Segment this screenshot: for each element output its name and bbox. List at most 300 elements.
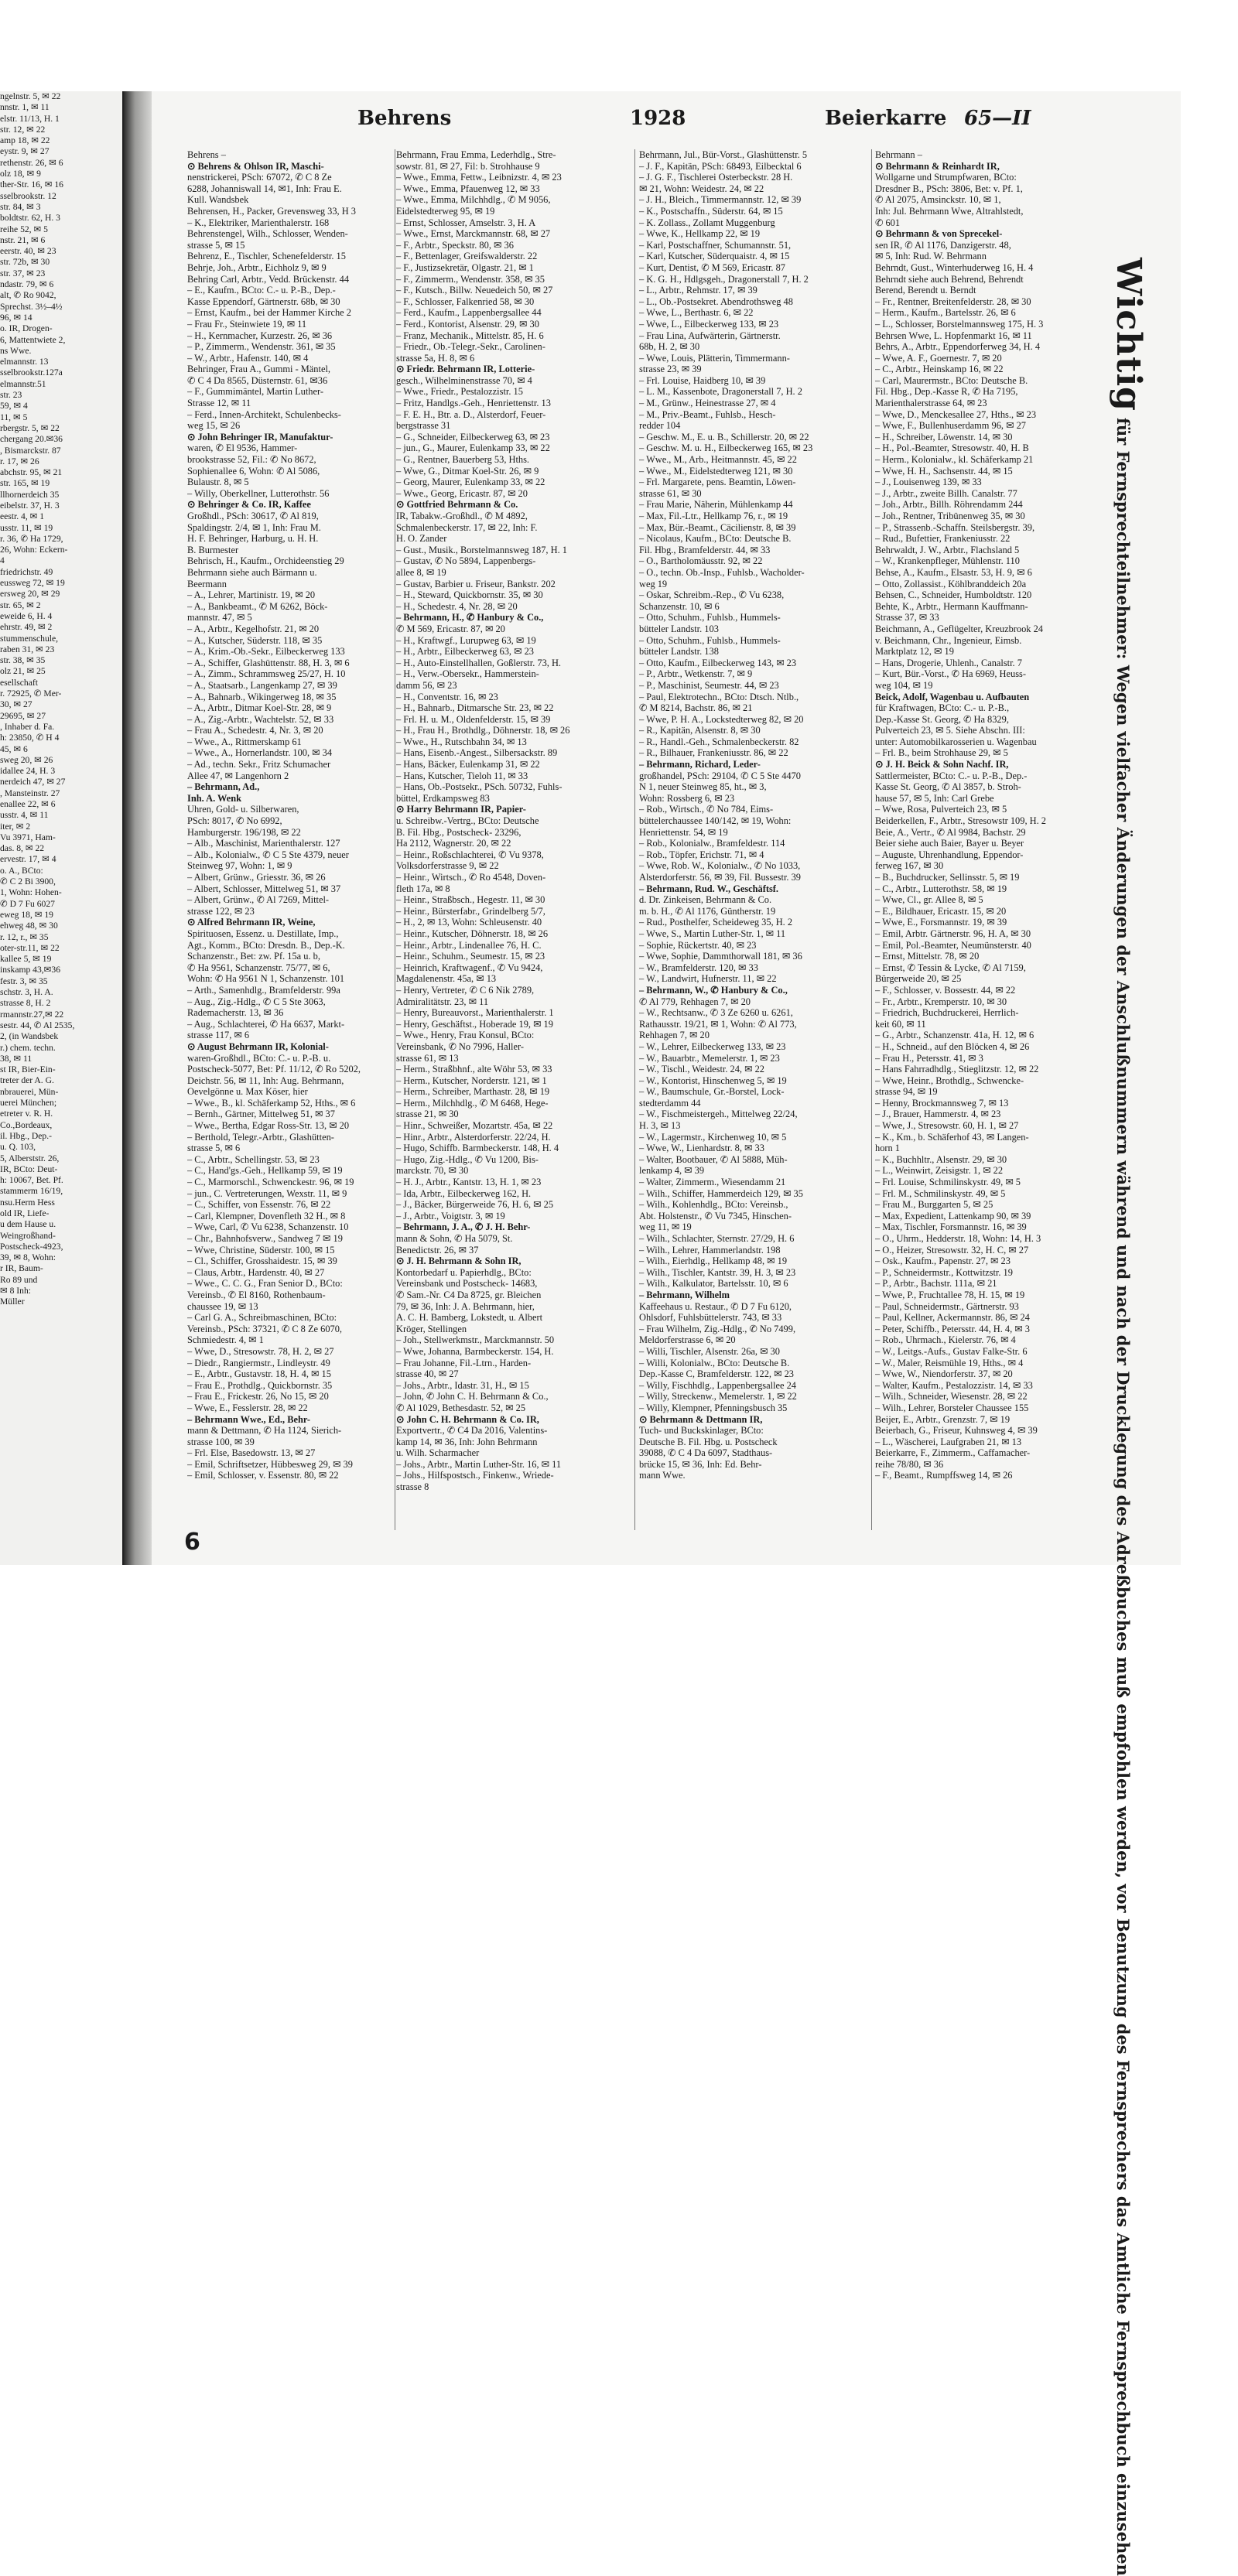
directory-entry-line: ⊙ Behrmann & Reinhardt IR,	[875, 160, 1000, 172]
directory-entry-line: – Heinr., Bürsterfabr., Grindelberg 5/7,	[396, 905, 545, 917]
previous-page-line: friedrichstr. 49	[0, 566, 53, 577]
directory-entry-line: – Wilh., Schiffer, Hammerdeich 129, ✉ 35	[639, 1187, 803, 1199]
directory-entry-line: Kontorbedarf u. Papierhdlg., BCto:	[396, 1266, 532, 1278]
directory-entry-line: – K. G. H., Hdlgsgeh., Dragonerstall 7, H. 2	[639, 273, 809, 285]
previous-page-line: boldtstr. 62, H. 3	[0, 213, 60, 224]
directory-entry-line: Rathausstr. 19/21, ✉ 1, Wohn: ✆ Al 773,	[639, 1018, 797, 1030]
directory-entry-line: – Herm., Schreiber, Marthastr. 28, ✉ 19	[396, 1086, 550, 1098]
directory-entry-line: – Herm., Kaufm., Bartelsstr. 26, ✉ 6	[875, 307, 1016, 319]
directory-entry-line: – Ernst, ✆ Tessin & Lycke, ✆ Al 7159,	[875, 962, 1026, 973]
directory-entry-line: – L., Ob.-Postsekret. Abendrothsweg 48	[639, 296, 793, 307]
directory-entry-line: ✆ M 569, Ericastr. 87, ✉ 20	[396, 623, 505, 634]
directory-entry-line: – Albert, Schlosser, Mittelweg 51, ✉ 37	[187, 883, 341, 894]
directory-entry-line: – K., Buchhltr., Alsenstr. 29, ✉ 30	[875, 1153, 1007, 1165]
directory-entry-line: – Otto, Zollassist., Köhlbranddeich 20a	[875, 578, 1027, 589]
directory-entry-line: – F., Bettenlager, Greifswalderstr. 22	[396, 251, 538, 262]
directory-entry-line: – H., Frau H., Brothdlg., Döhnerstr. 18, ✉ 26	[396, 725, 570, 736]
directory-entry-line: – Wwe, Rob. W., Kolonialw., ✆ No 1033,	[639, 860, 801, 872]
directory-entry-line: – Carl G. A., Schreibmaschinen, BCto:	[187, 1312, 337, 1324]
directory-entry-line: – W., Fischmeistergeh., Mittelweg 22/24,	[639, 1109, 798, 1120]
previous-page-line: ehweg 48, ✉ 30	[0, 921, 58, 931]
directory-entry-line: – Joh., Arbtr., Billh. Röhrendamm 244	[875, 499, 1023, 511]
directory-entry-line: strasse 5, ✉ 6	[187, 1143, 241, 1154]
directory-entry-line: – H., Schreiber, Löwenstr. 14, ✉ 30	[875, 431, 1013, 442]
directory-entry-line: Benedictstr. 26, ✉ 37	[396, 1244, 479, 1256]
directory-entry-line: – Sophie, Rückertstr. 40, ✉ 23	[639, 939, 757, 951]
previous-page-line: u dem Hause u.	[0, 1219, 56, 1230]
directory-entry-line: – Ernst, Mittelstr. 78, ✉ 20	[875, 951, 980, 962]
previous-page-line: r.) chem. techn.	[0, 1042, 56, 1053]
previous-page-line: das. 8, ✉ 22	[0, 843, 45, 854]
previous-page-line: treter der A. G.	[0, 1075, 54, 1086]
directory-entry-line: – Kurt, Bür.-Vorst., ✆ Ha 6969, Heuss-	[875, 668, 1026, 680]
directory-entry-line: – Behrmann, Richard, Leder-	[639, 759, 761, 770]
directory-entry-line: Behrsen Wwe, L. Hopfenmarkt 16, ✉ 11	[875, 330, 1032, 341]
directory-entry-line: – W., Lagermstr., Kirchenweg 10, ✉ 5	[639, 1131, 787, 1143]
directory-entry-line: brookstrasse 52, Fil.: ✆ No 8672,	[187, 454, 316, 466]
directory-entry-line: – Frau Marie, Näherin, Mühlenkamp 44	[639, 499, 793, 511]
directory-entry-line: Strasse 12, ✉ 11	[187, 398, 251, 409]
directory-entry-line: N 1, neuer Steinweg 85, ht., ✉ 3,	[639, 781, 767, 793]
directory-entry-line: Rademacherstr. 13, ✉ 36	[187, 1007, 284, 1019]
directory-entry-line: – O., Heizer, Stresowstr. 32, H. C, ✉ 27	[875, 1244, 1029, 1256]
previous-page-line: etreter v. R. H.	[0, 1109, 53, 1119]
directory-entry-line: – Albert, Grünw., Griesstr. 36, ✉ 26	[187, 872, 326, 883]
footer-page-number: 6	[184, 1529, 200, 1556]
directory-entry-line: – J., Brauer, Hammerstr. 4, ✉ 23	[875, 1109, 1001, 1120]
directory-entry-line: – Wilh., Tischler, Kantstr. 39, H. 3, ✉ 23	[639, 1266, 796, 1278]
header-page-number: 65—II	[964, 107, 1031, 130]
directory-entry-line: – Otto, Kaufm., Eilbeckerweg 143, ✉ 23	[639, 657, 797, 668]
directory-entry-line: strasse 5a, H. 8, ✉ 6	[396, 352, 475, 364]
previous-page-text	[0, 91, 122, 1308]
directory-entry-line: ✆ 601	[875, 217, 901, 228]
previous-page-line: Vu 3971, Ham-	[0, 832, 56, 842]
directory-entry-line: – Wwe, E., Fesslerstr. 28, ✉ 22	[187, 1402, 308, 1413]
previous-page-line: str. 37, ✉ 23	[0, 268, 46, 278]
previous-page-line: oter-str.11, ✉ 22	[0, 942, 60, 953]
directory-entry-line: für Kraftwagen, BCto: C.- u. P.-B.,	[875, 702, 1010, 714]
directory-entry-line: – Rud., Bufettier, Frankeniusstr. 22	[875, 533, 1011, 545]
previous-page-line: h: 23850, ✆ H 4	[0, 733, 60, 743]
directory-entry-line: ⊙ Behringer & Co. IR, Kaffee	[187, 499, 311, 511]
directory-entry-line: – Geschw. M., E. u. B., Schillerstr. 20, ✉ 22	[639, 431, 809, 442]
directory-entry-line: ⊙ Alfred Behrmann IR, Weine,	[187, 917, 316, 928]
directory-entry-line: – Behrmann, Ad.,	[187, 781, 260, 793]
directory-entry-line: – W., Bramfelderstr. 120, ✉ 33	[639, 962, 758, 973]
directory-entry-line: – Wwe, H. H., Sachsenstr. 44, ✉ 15	[875, 465, 1013, 477]
directory-entry-line: weg 19	[639, 578, 668, 589]
directory-entry-line: – Max, Expedient, Lattenkamp 90, ✉ 39	[875, 1210, 1031, 1221]
previous-page-line: Müller	[0, 1297, 25, 1307]
directory-entry-line: Behrmann, Frau Emma, Lederhdlg., Stre-	[396, 149, 556, 160]
directory-entry-line: – Wwe, L., Eilbeckerweg 133, ✉ 23	[639, 318, 779, 330]
previous-page-line: rmannstr.27,✉ 22	[0, 1009, 64, 1020]
directory-entry-line: – W., Krankenpfleger, Mühlenstr. 110	[875, 555, 1020, 567]
directory-entry-line: – Wwe, D., Menckesallee 27, Hths., ✉ 23	[875, 408, 1037, 420]
directory-entry-line: – Hinr., Schweißer, Mozartstr. 45a, ✉ 22	[396, 1120, 553, 1132]
directory-entry-line: ⊙ Behrmann & von Sprecekel-	[875, 228, 1003, 240]
directory-entry-line: – Paul, Kellner, Ackermannstr. 86, ✉ 24	[875, 1312, 1030, 1324]
directory-entry-line: – Wwe., Emma, Pfauenweg 12, ✉ 33	[396, 183, 540, 194]
directory-entry-line: Spirituosen, Essenz. u. Destillate, Imp.,	[187, 928, 339, 939]
previous-page-line: ervestr. 17, ✉ 4	[0, 854, 56, 865]
directory-entry-line: ⊙ Friedr. Behrmann IR, Lotterie-	[396, 364, 535, 375]
directory-entry-line: – M., Priv.-Beamt., Fuhlsb., Hesch-	[639, 408, 776, 420]
directory-entry-line: bütteler Landstr. 103	[639, 623, 719, 634]
directory-entry-line: – Walter, Zimmerm., Wiesendamm 21	[639, 1177, 786, 1188]
directory-entry-line: Behringer, Frau A., Gummi - Mäntel,	[187, 364, 330, 375]
directory-entry-line: – Wwe, J., Stresowstr. 60, H. 1, ✉ 27	[875, 1120, 1019, 1132]
directory-entry-line: – A., Schiffer, Glashüttenstr. 88, H. 3, ✉ 6	[187, 657, 350, 668]
directory-entry-line: – L., Weinwirt, Zeisigstr. 1, ✉ 22	[875, 1165, 1004, 1177]
previous-page-line: sweg 20, ✉ 26	[0, 754, 53, 765]
previous-page-edge	[0, 91, 125, 1565]
directory-entry-line: – Diedr., Rangiermstr., Lindleystr. 49	[187, 1357, 330, 1368]
directory-entry-line: – John, ✆ John C. H. Behrmann & Co.,	[396, 1391, 549, 1402]
header-year: 1928	[630, 107, 686, 130]
directory-entry-line: – Hinr., Arbtr., Alsterdorferstr. 22/24, H.	[396, 1131, 551, 1143]
directory-entry-line: – P., Arbtr., Bachstr. 111a, ✉ 21	[875, 1278, 997, 1290]
directory-entry-line: – A., Arbtr., Ditmar Koel-Str. 28, ✉ 9	[187, 702, 332, 714]
directory-entry-line: Kasse St. Georg, ✆ Al 3857, b. Stroh-	[875, 781, 1021, 793]
previous-page-line: h: 10067, Bet. Pf.	[0, 1175, 63, 1186]
directory-entry-line: – K. Zollass., Zollamt Muggenburg	[639, 217, 775, 228]
previous-page-line: rethenstr. 26, ✉ 6	[0, 157, 63, 168]
previous-page-line: iter, ✉ 2	[0, 821, 31, 832]
previous-page-line: inskamp 43,✉36	[0, 965, 60, 975]
directory-entry-line: – H., Kernmacher, Kurzestr. 26, ✉ 36	[187, 330, 333, 341]
directory-entry-line: ✆ M 8214, Bachstr. 86, ✉ 21	[639, 702, 753, 714]
previous-page-line: Sprechst. 3½–4½	[0, 301, 63, 312]
directory-entry-line: Behrmann siehe auch Bärmann u.	[187, 566, 317, 578]
directory-entry-line: Oevelgönne u. Max Köser, hier	[187, 1086, 308, 1098]
directory-entry-line: – A., Zimm., Schrammsweg 25/27, H. 10	[187, 668, 346, 680]
directory-entry-line: – Joh., Stellwerkmstr., Marckmannstr. 50	[396, 1334, 555, 1346]
previous-page-line: sselbrookstr.127a	[0, 367, 63, 378]
directory-entry-line: – Frau Johanne, Fil.-Ltrn., Harden-	[396, 1357, 532, 1368]
directory-entry-line: – Friedrich, Buchdruckerei, Herrlich-	[875, 1007, 1019, 1019]
directory-entry-line: u. Schreibw.-Vertrg., BCto: Deutsche	[396, 815, 539, 827]
directory-entry-line: – O., Uhrm., Hedderstr. 18, Wohn: 14, H. 3	[875, 1233, 1041, 1244]
directory-entry-line: B. Fil. Hbg., Postscheck- 23296,	[396, 826, 522, 838]
directory-entry-line: – Hans Fahrradhdlg., Stieglitzstr. 12, ✉ 22	[875, 1064, 1039, 1075]
previous-page-line: ther-Str. 16, ✉ 16	[0, 179, 63, 190]
page-header	[152, 91, 1181, 145]
directory-entry-line: – Gustav, Barbier u. Friseur, Bankstr. 202	[396, 578, 556, 589]
directory-entry-line: Beermann	[187, 578, 227, 589]
directory-entry-line: – Wwe., Emma, Milchhdlg., ✆ M 9056,	[396, 194, 551, 206]
previous-page-line: st IR, Bier-Ein-	[0, 1064, 56, 1075]
directory-entry-line: – Emil, Schlosser, v. Essenstr. 80, ✉ 22	[187, 1470, 339, 1481]
directory-entry-line: – Wwe., Georg, Ericastr. 87, ✉ 20	[396, 487, 528, 499]
directory-entry-line: – Wwe, L., Berthastr. 6, ✉ 22	[639, 307, 754, 319]
directory-entry-line: – C., Arbtr., Lutterothstr. 58, ✉ 19	[875, 883, 1007, 894]
directory-entry-line: – J., Arbtr., Voigtstr. 3, ✉ 19	[396, 1210, 505, 1221]
directory-entry-line: Dresdner B., PSch: 3806, Bet: v. Pf. 1,	[875, 183, 1023, 194]
directory-entry-line: strasse 94, ✉ 19	[875, 1086, 938, 1098]
directory-entry-line: – C., Arbtr., Schellingstr. 53, ✉ 23	[187, 1153, 320, 1165]
directory-entry-line: – Friedr., Ob.-Telegr.-Sekr., Carolinen-	[396, 341, 545, 353]
directory-entry-line: großhandel, PSch: 29104, ✆ C 5 Ste 4470	[639, 770, 801, 781]
directory-entry-line: – Carl, Klempner, Dovenfleth 32 H., ✉ 8	[187, 1210, 346, 1221]
directory-entry-line: Ohlsdorf, Fuhlsbüttelerstr. 743, ✉ 33	[639, 1312, 782, 1324]
directory-entry-line: strasse 8	[396, 1481, 429, 1493]
previous-page-line: IR, BCto: Deut-	[0, 1163, 58, 1174]
directory-entry-line: – Frl. Else, Basedowstr. 13, ✉ 27	[187, 1447, 316, 1459]
directory-entry-line: – L., Arbtr., Rehmstr. 17, ✉ 39	[639, 285, 758, 296]
directory-entry-line: – Wwe., B., kl. Schäferkamp 52, Hths., ✉ 6	[187, 1097, 356, 1109]
directory-entry-line: – Hans, Kutscher, Tieloh 11, ✉ 33	[396, 770, 528, 781]
directory-entry-line: – Wwe, F., Bullenhuserdamm 96, ✉ 27	[875, 420, 1027, 432]
directory-entry-line: – Behrmann, W., ✆ Hanbury & Co.,	[639, 984, 788, 996]
directory-entry-line: – Wwe., Emma, Fettw., Leibnizstr. 4, ✉ 23	[396, 172, 562, 183]
directory-entry-line: Schanzenstr. 10, ✉ 6	[639, 600, 720, 612]
directory-entry-line: Schmiedestr. 4, ✉ 1	[187, 1334, 264, 1346]
directory-entry-line: – Herm., Kolonialw., kl. Schäferkamp 21	[875, 454, 1034, 466]
directory-entry-line: – Wwe, G., Ditmar Koel-Str. 26, ✉ 9	[396, 465, 539, 477]
previous-page-line: uerei München;	[0, 1098, 57, 1109]
directory-entry-line: strasse 5, ✉ 15	[187, 239, 245, 251]
directory-entry-line: – Otto, Schuhm., Fuhlsb., Hummels-	[639, 634, 781, 646]
directory-entry-line: Sattlermeister, BCto: C.- u. P.-B., Dep.-	[875, 770, 1028, 781]
directory-entry-line: H. 3, ✉ 13	[639, 1120, 681, 1132]
column-3	[639, 149, 862, 1534]
directory-entry-line: – A., Bankbeamt., ✆ M 6262, Böck-	[187, 600, 328, 612]
directory-entry-line: – Hugo, Zig.-Hdlg., ✆ Vu 1200, Bis-	[396, 1153, 539, 1165]
directory-entry-line: – Wwe., Henry, Frau Konsul, BCto:	[396, 1030, 535, 1041]
directory-entry-line: Beichmann, A., Geflügelter, Kreuzbrook 24	[875, 623, 1043, 634]
directory-entry-line: fleth 17a, ✉ 8	[396, 883, 450, 894]
directory-entry-line: – Walter, Kaufm., Pestalozzistr. 14, ✉ 33	[875, 1379, 1033, 1391]
directory-entry-line: – Behrmann Wwe., Ed., Behr-	[187, 1413, 311, 1425]
directory-entry-line: mann & Dettmann, ✆ Ha 1124, Sierich-	[187, 1425, 342, 1437]
directory-entry-line: – A., Staatsarb., Langenkamp 27, ✉ 39	[187, 679, 337, 691]
directory-entry-line: Volksdorferstrasse 9, ✉ 22	[396, 860, 499, 872]
directory-entry-line: – Cl., Schiffer, Grosshaidestr. 15, ✉ 39	[187, 1256, 337, 1267]
directory-entry-line: – Rob., Uhrmach., Kielerstr. 76, ✉ 4	[875, 1334, 1016, 1346]
previous-page-line: , Inhaber d. Fa.	[0, 721, 55, 732]
directory-entry-line: Vereinsbank und Postscheck- 14683,	[396, 1278, 538, 1290]
column-divider	[634, 149, 635, 1530]
directory-entry-line: ✆ Ha 9561, Schanzenstr. 75/77, ✉ 6,	[187, 962, 330, 973]
previous-page-line: Weingroßhand-	[0, 1230, 56, 1241]
directory-entry-line: – R., Bilhauer, Frankeniusstr. 86, ✉ 22	[639, 747, 788, 759]
directory-entry-line: – Wwe, W., Lienhardstr. 8, ✉ 33	[639, 1143, 764, 1154]
directory-entry-line: – Ernst, Kaufm., bei der Hammer Kirche 2	[187, 307, 351, 319]
directory-entry-line: Uhren, Gold- u. Silberwaren,	[187, 804, 299, 815]
directory-entry-line: u. Wilh. Scharmacher	[396, 1447, 480, 1459]
directory-entry-line: – Wilh., Eierhdlg., Hellkamp 48, ✉ 19	[639, 1256, 788, 1267]
directory-entry-line: marckstr. 70, ✉ 30	[396, 1165, 469, 1177]
previous-page-line: eerstr. 40, ✉ 23	[0, 246, 56, 257]
previous-page-line: r. 72925, ✆ Mer-	[0, 688, 62, 699]
directory-entry-line: – Max, Fil.-Ltr., Hellkamp 76, r., ✉ 19	[639, 511, 788, 521]
previous-page-line: rbergstr. 5, ✉ 22	[0, 422, 60, 433]
directory-entry-line: nenstrickerei, PSch: 67072, ✆ C 8 Ze	[187, 172, 332, 183]
previous-page-line: chergang 20.✉36	[0, 434, 63, 445]
directory-entry-line: – F. E. H., Btr. a. D., Alsterdorf, Feuer-	[396, 408, 546, 420]
directory-entry-line: Allee 47, ✉ Langenhorn 2	[187, 770, 289, 781]
directory-entry-line: strasse 21, ✉ 30	[396, 1109, 459, 1120]
directory-entry-line: – Wwe., M., Arb., Heitmannstr. 45, ✉ 22	[639, 454, 797, 466]
previous-page-line: r. 17, ✉ 26	[0, 456, 39, 466]
directory-entry-line: – E., Arbtr., Gustavstr. 18, H. 4, ✉ 15	[187, 1368, 331, 1380]
directory-entry-line: – A., Lehrer, Martinistr. 19, ✉ 20	[187, 589, 316, 601]
directory-entry-line: – Wwe, P., Fruchtallee 78, H. 15, ✉ 19	[875, 1289, 1025, 1300]
directory-entry-line: – F., Arbtr., Speckstr. 80, ✉ 36	[396, 239, 514, 251]
previous-page-line: str. 72b, ✉ 30	[0, 257, 50, 268]
directory-entry-line: – Frau A., Schedestr. 4, Nr. 3, ✉ 20	[187, 725, 323, 736]
directory-entry-line: allee 8, ✉ 19	[396, 566, 446, 578]
directory-entry-line: – Rob., Wirtsch., ✆ No 784, Eims-	[639, 804, 774, 815]
directory-entry-line: – Alb., Maschinist, Marienthalerstr. 127	[187, 838, 340, 849]
directory-entry-line: – Willi, Kolonialw., BCto: Deutsche B.	[639, 1357, 790, 1368]
directory-entry-line: Berend, Berendt u. Berndt	[875, 285, 976, 296]
directory-entry-line: – C., Arbtr., Heinskamp 16, ✉ 22	[875, 364, 1004, 375]
directory-entry-line: – Wwe, S., Martin Luther-Str. 1, ✉ 11	[639, 928, 786, 939]
previous-page-line: strasse 8, H. 2	[0, 998, 51, 1009]
book-gutter	[124, 91, 152, 1565]
directory-entry-line: – Willi, Tischler, Alsenstr. 26a, ✉ 30	[639, 1345, 780, 1357]
directory-entry-line: – F., Schlosser, Falkenried 58, ✉ 30	[396, 296, 535, 307]
previous-page-line: 39, ✉ 8, Wohn:	[0, 1252, 56, 1263]
directory-entry-line: – W., Kontorist, Hinschenweg 5, ✉ 19	[639, 1074, 787, 1086]
directory-entry-line: – Herm., Milchhdlg., ✆ M 6468, Hege-	[396, 1097, 549, 1109]
directory-entry-line: – Wwe., A., Hornerlandstr. 100, ✉ 34	[187, 747, 333, 759]
directory-entry-line: – F., Beamt., Rumpffsweg 14, ✉ 26	[875, 1470, 1013, 1481]
directory-entry-line: Postscheck-5077, Bet: Pf. 11/12, ✆ Ro 5202,	[187, 1064, 361, 1075]
previous-page-line: usstr. 4, ✉ 11	[0, 810, 49, 821]
previous-page-line: elmannstr.51	[0, 378, 46, 389]
directory-entry-line: ⊙ John C. H. Behrmann & Co. IR,	[396, 1413, 539, 1425]
directory-entry-line: – Henry, Vertreter, ✆ C 6 Nik 2789,	[396, 984, 535, 996]
directory-entry-line: – W., Maler, Reismühle 19, Hths., ✉ 4	[875, 1357, 1024, 1368]
directory-entry-line: – Paul, Elektrotechn., BCto: Dtsch. Ntlb.,	[639, 691, 799, 702]
previous-page-line: elstr. 11/13, H. 1	[0, 113, 60, 124]
directory-entry-line: – Wwe., M., Eidelstedterweg 121, ✉ 30	[639, 465, 793, 477]
directory-entry-line: brücke 15, ✉ 36, Inh: Ed. Behr-	[639, 1458, 762, 1470]
directory-entry-line: weg 15, ✉ 26	[187, 420, 241, 432]
column-2	[396, 149, 622, 1534]
directory-entry-line: ⊙ Behrmann & Dettmann IR,	[639, 1413, 763, 1425]
directory-entry-line: Inh. A. Wenk	[187, 792, 242, 804]
directory-entry-line: – F., Schlosser, v. Bossestr. 44, ✉ 22	[875, 984, 1016, 996]
directory-entry-line: – Rud., Posthelfer, Scheideweg 35, H. 2	[639, 917, 793, 928]
directory-entry-line: – W., Leitgs.-Aufs., Gustav Falke-Str. 6	[875, 1345, 1028, 1357]
directory-entry-line: – Aug., Zig.-Hdlg., ✆ C 5 Ste 3063,	[187, 996, 326, 1007]
directory-entry-line: Behrmann, Jul., Bür-Vorst., Glashüttenstr. 5	[639, 149, 808, 160]
directory-entry-line: – Joh., Rentner, Tribünenweg 35, ✉ 30	[875, 511, 1025, 521]
directory-entry-line: – B., Buchdrucker, Sellinsstr. 5, ✉ 19	[875, 872, 1020, 883]
directory-entry-line: – J. F., Kapitän, PSch: 68493, Eilbecktal 6	[639, 160, 802, 172]
directory-entry-line: gesch., Wilhelminenstrasse 70, ✉ 4	[396, 374, 532, 386]
directory-entry-line: Bulaustr. 8, ✉ 5	[187, 477, 249, 488]
directory-entry-line: – J., Bäcker, Bürgerweide 76, H. 6, ✉ 25	[396, 1199, 554, 1211]
previous-page-line: 29695, ✉ 27	[0, 710, 46, 721]
directory-entry-line: Steinweg 97, Wohn: 1, ✉ 9	[187, 860, 292, 872]
directory-entry-line: – Ida, Arbtr., Eilbeckerweg 162, H.	[396, 1187, 532, 1199]
directory-entry-line: – jun., C. Vertreterungen, Wexstr. 11, ✉ 9	[187, 1187, 347, 1199]
directory-entry-line: – Heinr., Straßbsch., Hegestr. 11, ✉ 30	[396, 894, 545, 906]
directory-entry-line: – Frau M., Burggarten 5, ✉ 25	[875, 1199, 993, 1211]
directory-entry-line: Henriettenstr. 54, ✉ 19	[639, 826, 728, 838]
directory-entry-line: – Henry, Bureauvorst., Marienthalerstr. 1	[396, 1007, 554, 1019]
directory-entry-line: – Frau Wilhelm, Zig.-Hdlg., ✆ No 7499,	[639, 1323, 796, 1334]
directory-entry-line: mannstr. 47, ✉ 5	[187, 612, 252, 624]
directory-entry-line: – E., Bildhauer, Ericastr. 15, ✉ 20	[875, 905, 1007, 917]
directory-entry-line: – Heinr., Kutscher, Döhnerstr. 18, ✉ 26	[396, 928, 549, 939]
previous-page-line: olz 18, ✉ 9	[0, 169, 41, 179]
directory-entry-line: ⊙ Harry Behrmann IR, Papier-	[396, 804, 526, 815]
directory-entry-line: Dep.-Kasse C, Bramfelderstr. 122, ✉ 23	[639, 1368, 794, 1380]
directory-entry-line: – H., Arbtr., Eilbeckerweg 63, ✉ 23	[396, 646, 534, 658]
directory-entry-line: büttel, Erdkampsweg 83	[396, 792, 490, 804]
directory-entry-line: Bürgerweide 20, ✉ 25	[875, 973, 962, 985]
directory-entry-line: ✉ 21, Wohn: Weidestr. 24, ✉ 22	[639, 183, 764, 194]
previous-page-line: elmannstr. 13	[0, 357, 49, 367]
directory-entry-line: – Frau Lina, Aufwärterin, Gärtnerstr.	[639, 330, 781, 341]
directory-entry-line: – W., Landwirt, Hufnerstr. 11, ✉ 22	[639, 973, 777, 985]
directory-entry-line: – P., Zimmerm., Wendenstr. 361, ✉ 35	[187, 341, 336, 353]
directory-entry-line: – Frl. Louise, Schmilinskystr. 49, ✉ 5	[875, 1177, 1021, 1188]
previous-page-line: idallee 24, H. 3	[0, 766, 56, 777]
directory-entry-line: – Frau Fr., Steinwiete 19, ✉ 11	[187, 318, 307, 330]
directory-entry-line: – Wwe., A., Rittmerskamp 61	[187, 736, 302, 747]
directory-entry-line: – F., Gummimäntel, Martin Luther-	[187, 386, 323, 398]
directory-entry-line: – Heinr., Wirtsch., ✆ Ro 4548, Doven-	[396, 872, 546, 883]
directory-entry-line: – Rob., Kolonialw., Bramfeldestr. 114	[639, 838, 785, 849]
telephone-notice	[1109, 258, 1156, 2576]
previous-page-line: o. A., BCto:	[0, 865, 43, 876]
directory-entry-line: – Frl. B., beim Strohhause 29, ✉ 5	[875, 747, 1008, 759]
directory-entry-line: – Fr., Arbtr., Kremperstr. 10, ✉ 30	[875, 996, 1007, 1007]
directory-entry-line: – Gust., Musik., Borstelmannsweg 187, H. 1	[396, 544, 567, 555]
directory-entry-line: – Osk., Kaufm., Papenstr. 27, ✉ 23	[875, 1256, 1011, 1267]
previous-page-line: raben 31, ✉ 23	[0, 644, 55, 654]
directory-entry-line: Vereinsb., PSch: 37321, ✆ C 8 Ze 6070,	[187, 1323, 343, 1334]
previous-page-line: str. 84, ✉ 3	[0, 201, 41, 212]
directory-entry-line: d. Dr. Zinkeisen, Behrmann & Co.	[639, 894, 772, 906]
directory-entry-line: – O., Bartholomäusstr. 92, ✉ 22	[639, 555, 763, 567]
directory-entry-line: – H. J., Arbtr., Kantstr. 13, H. 1, ✉ 23	[396, 1177, 542, 1188]
directory-entry-line: Beierkarre, F., Zimmerm., Caffamacher-	[875, 1447, 1031, 1459]
directory-entry-line: Behsen, C., Schneider, Humboldtstr. 120	[875, 589, 1032, 601]
directory-entry-line: ✆ Al 1029, Bethesdastr. 52, ✉ 25	[396, 1402, 526, 1413]
directory-entry-line: Behrenz, E., Tischler, Schenefelderstr. 15	[187, 251, 346, 262]
directory-entry-line: Agt., Komm., BCto: Dresdn. B., Dep.-K.	[187, 939, 345, 951]
directory-entry-line: – Bernh., Gärtner, Mittelweg 51, ✉ 37	[187, 1109, 335, 1120]
directory-entry-line: – Wilh., Kalkulator, Bartelsstr. 10, ✉ 6	[639, 1278, 788, 1290]
directory-entry-line: – Paul, Schneidermstr., Gärtnerstr. 93	[875, 1300, 1019, 1312]
directory-entry-line: – Johs., Hilfspostsch., Finkenw., Wriede-	[396, 1470, 554, 1481]
directory-entry-line: – K., Km., b. Schäferhof 43, ✉ Langen-	[875, 1131, 1029, 1143]
directory-entry-line: – Wilh., Schneider, Wiesenstr. 28, ✉ 22	[875, 1391, 1028, 1402]
directory-entry-line: Behrenstengel, Wilh., Schlosser, Wenden-	[187, 228, 348, 240]
directory-entry-line: – Behrmann, H., ✆ Hanbury & Co.,	[396, 612, 544, 624]
directory-page	[152, 91, 1181, 2576]
directory-entry-line: – J., Arbtr., zweite Billh. Canalstr. 77	[875, 487, 1017, 499]
directory-entry-line: H. F. Behringer, Harburg, u. H. H.	[187, 533, 319, 545]
directory-entry-line: – Herm., Kutscher, Norderstr. 121, ✉ 1	[396, 1074, 547, 1086]
directory-entry-line: – Wwe., Bertha, Edgar Ross-Str. 13, ✉ 20	[187, 1120, 350, 1132]
directory-entry-line: strasse 100, ✉ 39	[187, 1436, 255, 1447]
previous-page-line: 4	[0, 555, 5, 566]
directory-entry-line: – Wwe, A. F., Goernestr. 7, ✉ 20	[875, 352, 1002, 364]
previous-page-line: ns Wwe.	[0, 345, 32, 356]
directory-entry-line: büttelerchaussee 140/142, ✉ 19, Wohn:	[639, 815, 792, 827]
directory-entry-line: – Wwe, Christine, Süderstr. 100, ✉ 15	[187, 1244, 335, 1256]
